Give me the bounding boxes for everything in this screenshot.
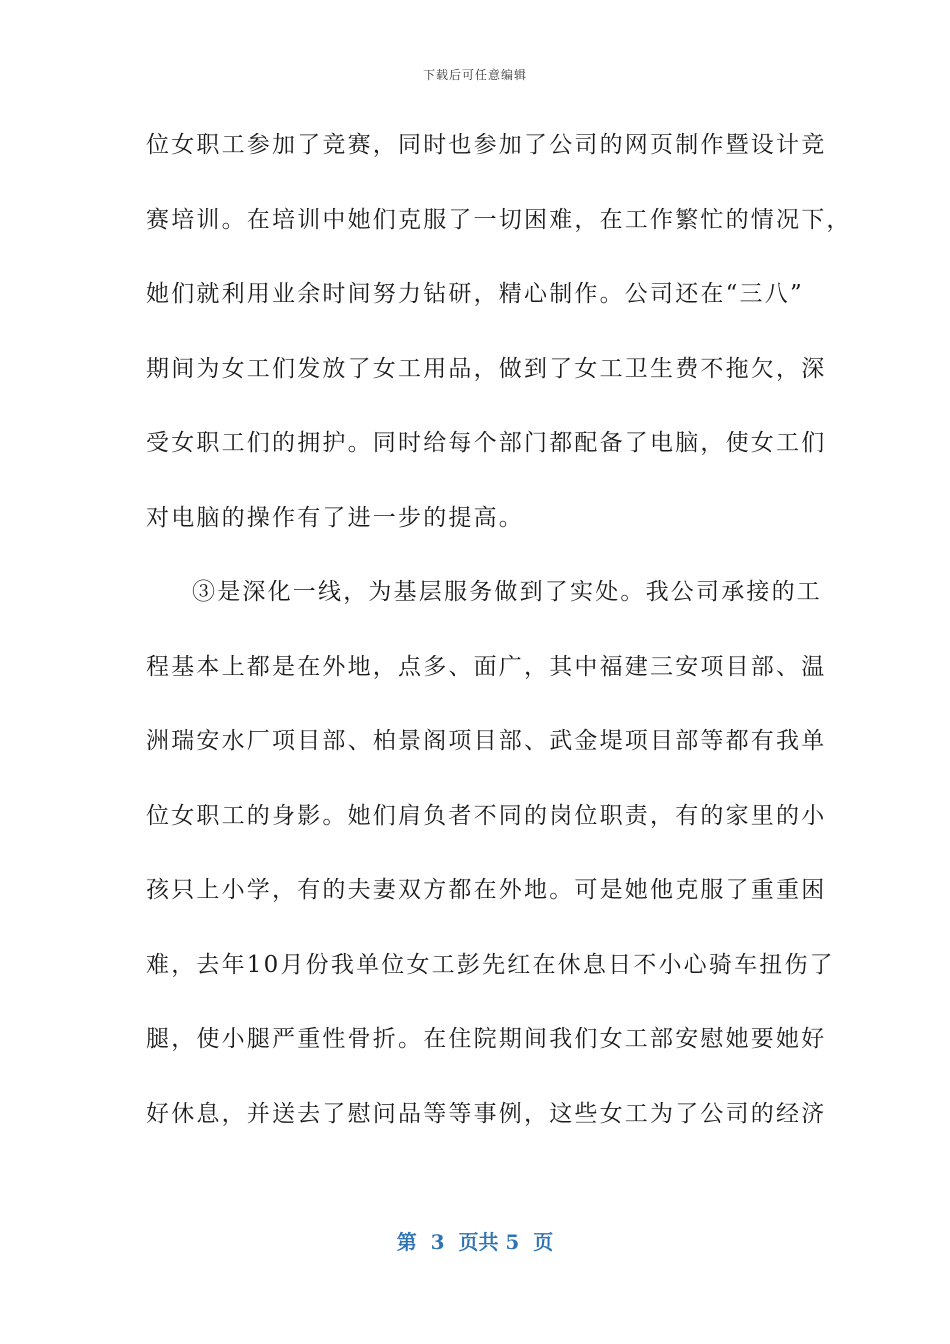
text-line: 期间为女工们发放了女工用品，做到了女工卫生费不拖欠，深 bbox=[146, 355, 827, 382]
text-line: 程基本上都是在外地，点多、面广，其中福建三安项目部、温 bbox=[146, 653, 827, 680]
text-line: 位女职工的身影。她们肩负者不同的岗位职责，有的家里的小 bbox=[146, 802, 827, 829]
text-line: 位女职工参加了竞赛，同时也参加了公司的网页制作暨设计竞 bbox=[146, 132, 827, 158]
paragraph-2 bbox=[146, 569, 835, 1165]
text-line: ③是深化一线，为基层服务做到了实处。我公司承接的工 bbox=[192, 579, 822, 605]
page-number-footer: 第 3 页共 5 页 bbox=[396, 1230, 554, 1254]
text-line: 受女职工们的拥护。同时给每个部门都配备了电脑，使女工们 bbox=[146, 430, 827, 456]
text-line: 难，去年10月份我单位女工彭先红在休息日不小心骑车扭伤了 bbox=[146, 951, 835, 978]
text-line: 好休息，并送去了慰问品等等事例，这些女工为了公司的经济 bbox=[146, 1100, 827, 1127]
text-line: 腿，使小腿严重性骨折。在住院期间我们女工部安慰她要她好 bbox=[146, 1026, 827, 1052]
text-line: 她们就利用业余时间努力钻研，精心制作。公司还在“三八” bbox=[146, 281, 804, 307]
text-line: 赛培训。在培训中她们克服了一切困难，在工作繁忙的情况下， bbox=[146, 206, 852, 233]
document-body bbox=[146, 122, 852, 1165]
text-line: 孩只上小学，有的夫妻双方都在外地。可是她他克服了重重困 bbox=[146, 877, 827, 903]
text-line: 对电脑的操作有了进一步的提高。 bbox=[146, 504, 524, 531]
page-header: 下载后可任意编辑 bbox=[422, 68, 527, 82]
text-line: 洲瑞安水厂项目部、柏景阁项目部、武金堤项目部等都有我单 bbox=[146, 728, 827, 754]
paragraph-1 bbox=[146, 122, 852, 569]
